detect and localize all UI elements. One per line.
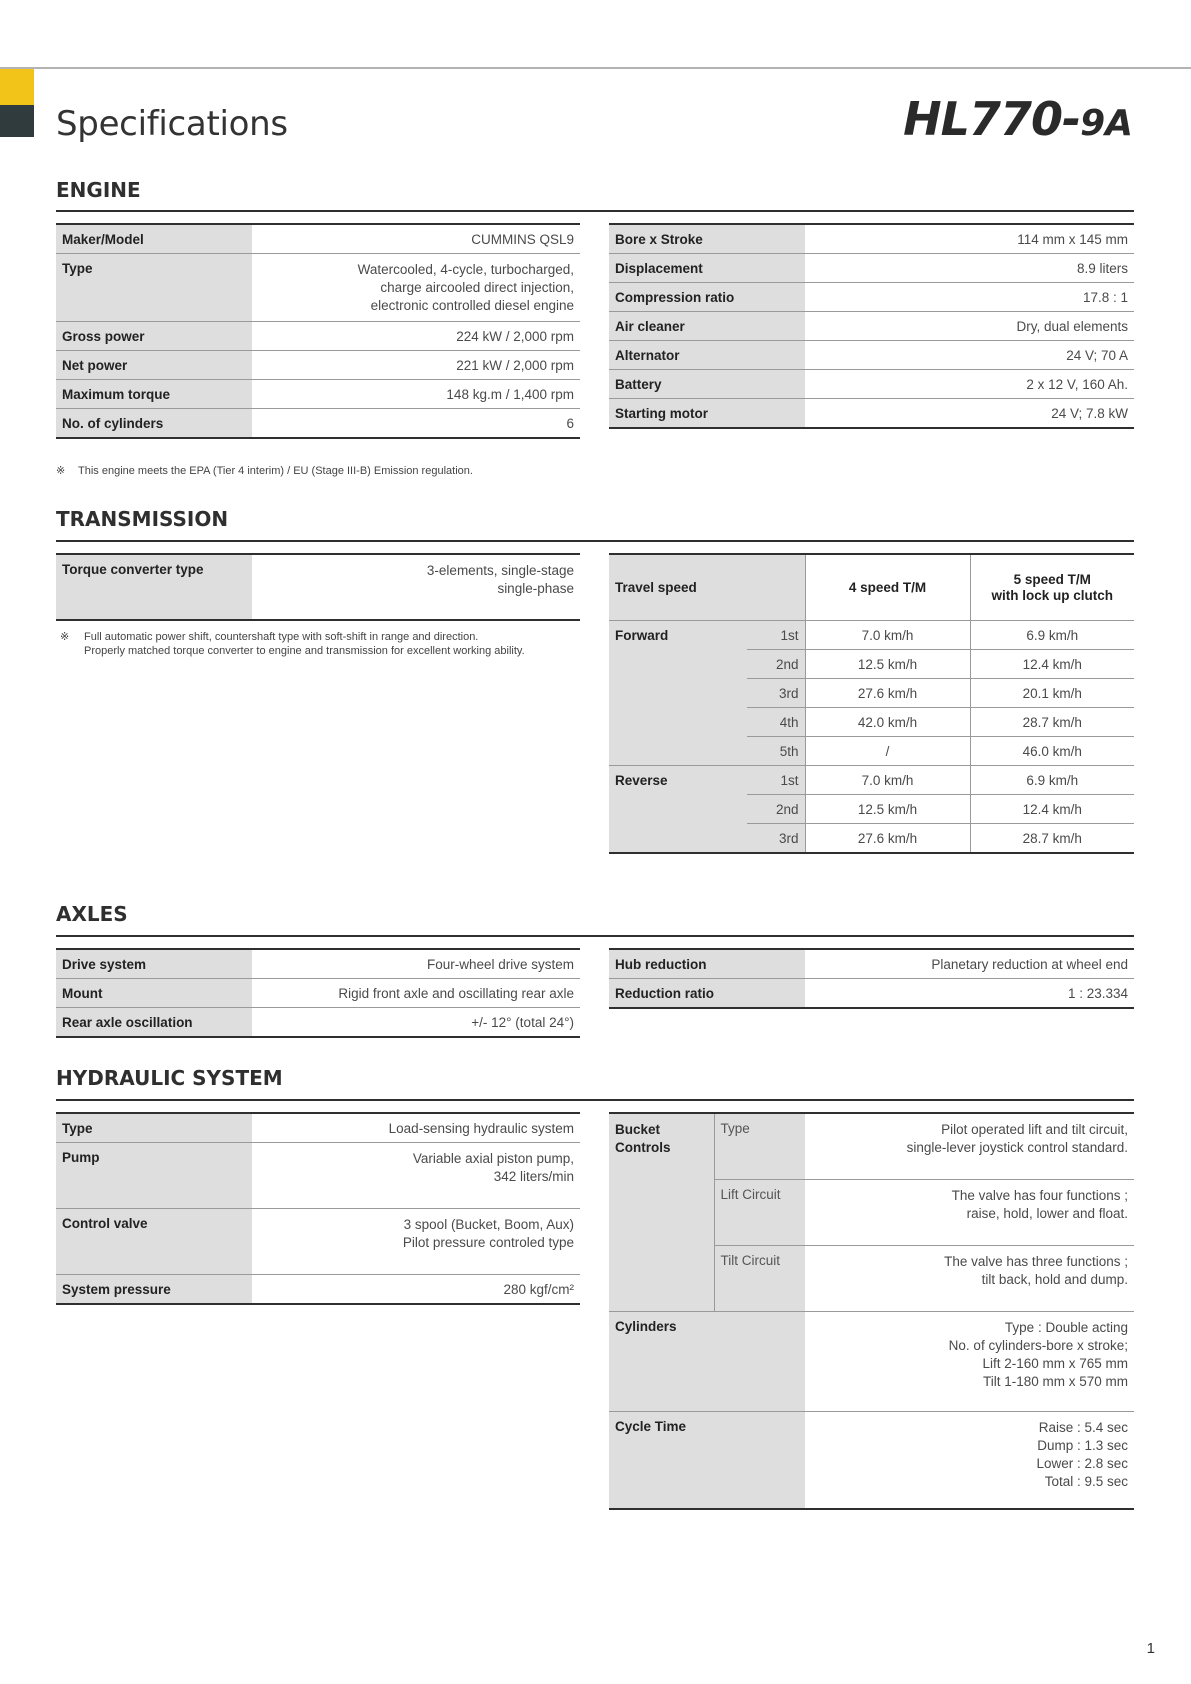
gear-cell: 5th	[747, 736, 805, 765]
table-row	[56, 322, 580, 351]
spec-value: Four-wheel drive system	[252, 949, 580, 979]
model-suffix: 9A	[1080, 103, 1133, 144]
gear-cell: 1st	[747, 765, 805, 794]
spec-value: CUMMINS QSL9	[252, 224, 580, 254]
torque-converter-table	[56, 553, 580, 621]
sub-label: Lift Circuit	[714, 1179, 805, 1245]
spec-label: Type	[56, 1113, 252, 1143]
axles-right-table	[609, 948, 1134, 1009]
spec-value: Watercooled, 4-cycle, turbocharged, charge aircooled direct injection, electronic controlled diesel engine	[252, 254, 580, 322]
note-text: Full automatic power shift, countershaft type with soft-shift in range and direction. Properly matched torque converter to engine and transmission for excellent working ability.	[84, 631, 525, 657]
speed-4: 12.5 km/h	[805, 649, 970, 678]
spec-label: Maker/Model	[56, 224, 252, 254]
spec-value: 8.9 liters	[805, 254, 1134, 283]
spec-value: 221 kW / 2,000 rpm	[252, 351, 580, 380]
spec-value: 224 kW / 2,000 rpm	[252, 322, 580, 351]
top-divider	[0, 67, 1191, 69]
table-row	[609, 554, 1134, 620]
gear-cell: 1st	[747, 620, 805, 649]
cylinders-label: Cylinders	[609, 1311, 805, 1411]
spec-label: Displacement	[609, 254, 805, 283]
spec-label: Reduction ratio	[609, 979, 805, 1009]
gear-cell: 2nd	[747, 649, 805, 678]
engine-heading: ENGINE	[56, 178, 141, 202]
gear-cell: 3rd	[747, 678, 805, 707]
table-row	[609, 254, 1134, 283]
spec-value: Pilot operated lift and tilt circuit, single-lever joystick control standard.	[805, 1113, 1134, 1179]
model-logo	[903, 92, 1133, 146]
transmission-rule	[56, 540, 1134, 542]
spec-label: Net power	[56, 351, 252, 380]
speed-4: 42.0 km/h	[805, 707, 970, 736]
table-row	[56, 1209, 580, 1275]
axles-heading: AXLES	[56, 902, 128, 926]
reverse-label: Reverse	[609, 765, 747, 853]
speed-5: 12.4 km/h	[970, 794, 1134, 823]
table-row	[609, 1311, 1134, 1411]
section-tab-dark	[0, 105, 34, 137]
spec-value: 2 x 12 V, 160 Ah.	[805, 370, 1134, 399]
page-number: 1	[1146, 1640, 1155, 1657]
speed-4: 27.6 km/h	[805, 678, 970, 707]
spec-value: 24 V; 70 A	[805, 341, 1134, 370]
table-row	[609, 620, 1134, 649]
spec-label: Bore x Stroke	[609, 224, 805, 254]
table-row	[609, 949, 1134, 979]
table-row	[56, 949, 580, 979]
spec-value: 17.8 : 1	[805, 283, 1134, 312]
table-row	[56, 409, 580, 439]
table-row	[609, 765, 1134, 794]
table-row	[609, 312, 1134, 341]
spec-label: Air cleaner	[609, 312, 805, 341]
gear-cell: 2nd	[747, 794, 805, 823]
spec-value: The valve has four functions ; raise, hold, lower and float.	[805, 1179, 1134, 1245]
table-row	[56, 1008, 580, 1038]
spec-label: System pressure	[56, 1275, 252, 1305]
cycle-time-label: Cycle Time	[609, 1411, 805, 1509]
spec-value: 3-elements, single-stage single-phase	[252, 554, 580, 620]
hydraulic-heading: HYDRAULIC SYSTEM	[56, 1066, 283, 1090]
engine-note	[56, 464, 473, 478]
speed-5: 12.4 km/h	[970, 649, 1134, 678]
engine-left-table	[56, 223, 580, 439]
hydraulic-rule	[56, 1099, 1134, 1101]
table-row	[56, 979, 580, 1008]
axles-rule	[56, 935, 1134, 937]
table-row	[56, 351, 580, 380]
travel-speed-label: Travel speed	[609, 554, 805, 620]
spec-value: 6	[252, 409, 580, 439]
spec-value: Dry, dual elements	[805, 312, 1134, 341]
table-row	[56, 554, 580, 620]
speed-4: 27.6 km/h	[805, 823, 970, 853]
spec-label: Alternator	[609, 341, 805, 370]
speed-4: 7.0 km/h	[805, 620, 970, 649]
hydraulic-left-table	[56, 1112, 580, 1305]
spec-label: Rear axle oscillation	[56, 1008, 252, 1038]
spec-label: Gross power	[56, 322, 252, 351]
section-tab-accent	[0, 69, 34, 105]
spec-value: 114 mm x 145 mm	[805, 224, 1134, 254]
sub-label: Tilt Circuit	[714, 1245, 805, 1311]
spec-value: Raise : 5.4 sec Dump : 1.3 sec Lower : 2.8 sec Total : 9.5 sec	[805, 1411, 1134, 1509]
sub-label: Type	[714, 1113, 805, 1179]
spec-value: Rigid front axle and oscillating rear axle	[252, 979, 580, 1008]
spec-label: Pump	[56, 1143, 252, 1209]
page-title: Specifications	[56, 104, 288, 144]
spec-label: Mount	[56, 979, 252, 1008]
spec-value: 280 kgf/cm²	[252, 1275, 580, 1305]
col-4speed-header: 4 speed T/M	[805, 554, 970, 620]
table-row	[56, 254, 580, 322]
spec-value: The valve has three functions ; tilt back, hold and dump.	[805, 1245, 1134, 1311]
spec-value: 24 V; 7.8 kW	[805, 399, 1134, 429]
spec-label: Compression ratio	[609, 283, 805, 312]
spec-label: Maximum torque	[56, 380, 252, 409]
spec-value: Variable axial piston pump, 342 liters/min	[252, 1143, 580, 1209]
note-mark: ※	[56, 465, 66, 477]
spec-value: 3 spool (Bucket, Boom, Aux) Pilot pressure controled type	[252, 1209, 580, 1275]
spec-value: Type : Double acting No. of cylinders-bore x stroke; Lift 2-160 mm x 765 mm Tilt 1-180 mm x 570 mm	[805, 1311, 1134, 1411]
spec-value: +/- 12° (total 24°)	[252, 1008, 580, 1038]
forward-label: Forward	[609, 620, 747, 765]
speed-4: 7.0 km/h	[805, 765, 970, 794]
spec-value: 1 : 23.334	[805, 979, 1134, 1009]
speed-5: 6.9 km/h	[970, 765, 1134, 794]
gear-cell: 3rd	[747, 823, 805, 853]
spec-label: Drive system	[56, 949, 252, 979]
spec-value: Load-sensing hydraulic system	[252, 1113, 580, 1143]
spec-label: Battery	[609, 370, 805, 399]
note-text: This engine meets the EPA (Tier 4 interim) / EU (Stage III-B) Emission regulation.	[78, 465, 473, 477]
engine-rule	[56, 210, 1134, 212]
speed-4: 12.5 km/h	[805, 794, 970, 823]
table-row	[609, 224, 1134, 254]
col-5speed-header: 5 speed T/M with lock up clutch	[970, 554, 1134, 620]
table-row	[56, 1275, 580, 1305]
table-row	[609, 1411, 1134, 1509]
model-main: HL770-	[903, 92, 1081, 146]
note-mark: ※	[60, 631, 70, 643]
table-row	[609, 399, 1134, 429]
speed-5: 6.9 km/h	[970, 620, 1134, 649]
table-row	[609, 341, 1134, 370]
spec-label: No. of cylinders	[56, 409, 252, 439]
table-row	[56, 1113, 580, 1143]
table-row	[609, 1113, 1134, 1179]
speed-5: 28.7 km/h	[970, 707, 1134, 736]
table-row	[609, 979, 1134, 1009]
table-row	[609, 370, 1134, 399]
spec-label: Starting motor	[609, 399, 805, 429]
speed-5: 46.0 km/h	[970, 736, 1134, 765]
spec-value: Planetary reduction at wheel end	[805, 949, 1134, 979]
spec-label: Type	[56, 254, 252, 322]
transmission-note	[60, 630, 580, 658]
speed-4: /	[805, 736, 970, 765]
engine-right-table	[609, 223, 1134, 429]
spec-value: 148 kg.m / 1,400 rpm	[252, 380, 580, 409]
table-row	[609, 283, 1134, 312]
travel-speed-table	[609, 553, 1134, 854]
spec-label: Hub reduction	[609, 949, 805, 979]
transmission-heading: TRANSMISSION	[56, 507, 229, 531]
speed-5: 20.1 km/h	[970, 678, 1134, 707]
table-row	[56, 380, 580, 409]
table-row	[56, 224, 580, 254]
axles-left-table	[56, 948, 580, 1038]
gear-cell: 4th	[747, 707, 805, 736]
table-row	[56, 1143, 580, 1209]
spec-label: Torque converter type	[56, 554, 252, 620]
speed-5: 28.7 km/h	[970, 823, 1134, 853]
bucket-controls-label: Bucket Controls	[609, 1113, 714, 1311]
spec-label: Control valve	[56, 1209, 252, 1275]
hydraulic-right-table	[609, 1112, 1134, 1510]
